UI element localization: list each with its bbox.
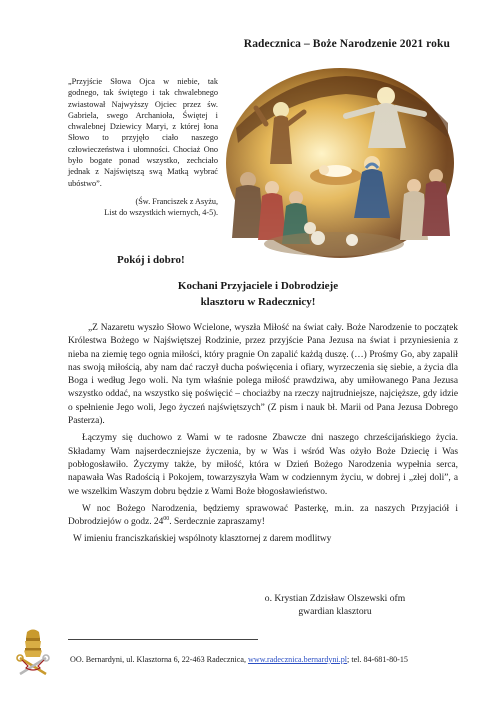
letter-body xyxy=(68,322,458,551)
footer-phone: ; tel. 84-681-80-15 xyxy=(347,655,408,664)
paragraph-2: Łączymy się duchowo z Wami w te radosne Zbawcze dni naszego chrześcijańskiego życia. Składamy Wam najserdeczniejsze życzenia, by w Was i wśród Was ożyło Boże Dziecię i Was pobłogosławiło. Życzymy także, by miłość, która w Dzień Bożego Narodzenia wypełnia serca, napawała Was Radością i Pokojem, towarzyszyła Wam w codziennym życiu, w dobrej i „złej doli”, a we wszelkim Waszym dobru będzie z Wami Boże błogosławieństwo. xyxy=(68,433,458,497)
signature-name: o. Krystian Zdzisław Olszewski ofm xyxy=(264,593,406,604)
salutation-line-1: Kochani Przyjaciele i Dobrodzieje xyxy=(177,280,339,292)
footer-address: OO. Bernardyni, ul. Klasztorna 6, 22-463 Radecznica, xyxy=(70,655,249,664)
paragraph-4: W imieniu franciszkańskiej wspólnoty klasztornej z darem modlitwy xyxy=(73,534,332,545)
greeting: Pokój i dobro! xyxy=(117,254,185,266)
paragraph-3 xyxy=(68,503,458,530)
time-superscript: 00 xyxy=(163,516,170,523)
papal-keys-emblem-icon xyxy=(14,628,52,676)
paragraph-1: „Z Nazaretu wyszło Słowo Wcielone, wyszła Miłość na świat cały. Boże Narodzenie to początek Królestwa Bożego w Najświętszej Rodzinie, przez przyjście Pana Jezusa na świat i przyniesienia z nieba na ziemię tego ognia miłości, który pragnie On zapalić każdą duszę. (…) Prośmy Go, aby zapalił nas swoją miłością, aby nam dać raczył ducha poświęcenia i ofiary, wyrzeczenia się siebie, a życia dla Boga i według Jego woli. Na tym właśnie polega miłość prawdziwa, aby umiłowanego Pana Jezusa wszystko oddać, na wszystko się poświęcić – chociażby na rzeczy najtrudniejsze, najcięższe, gdy idzie o spełnienie Jego woli, Jego życzeń najświętszych” (Z pism i nauk bł. Marii od Pana Jezusa Dobrego Pasterza). xyxy=(68,323,458,427)
footer-divider xyxy=(68,639,258,640)
nativity-painting xyxy=(226,68,454,258)
quote-source-author: (Św. Franciszek z Asyżu, xyxy=(135,197,218,206)
signature-role: gwardian klasztoru xyxy=(298,606,372,618)
opening-quote: „Przyjście Słowa Ojca w niebie, tak godnego, tak świętego i tak chwalebnego zwiastował Najwyższy Ojciec przez św. Gabriela, swego Archanioła, Świętej i chwalebnej Dziewicy Maryi, z której łona Słowo to przyjęło ciało naszego człowieczeństwa i ułomności. Chociaż Ono było bogate ponad wszystko, zechciało jednak z Najświętszą swą Matką wybrać ubóstwo”. xyxy=(68,77,218,188)
footer xyxy=(70,655,490,664)
salutation xyxy=(140,278,376,310)
salutation-line-2: klasztoru w Radecznicy! xyxy=(200,296,316,308)
paragraph-3-text: W noc Bożego Narodzenia, będziemy sprawować Pasterkę, m.in. za naszych Przyjaciół i Dobrodziejów o godz. 24 xyxy=(68,503,458,528)
quote-source-work: List do wszystkich wiernych, 4-5). xyxy=(104,208,218,218)
signature xyxy=(250,592,420,619)
quote-source xyxy=(68,196,218,219)
website-link[interactable]: www.radecznica.bernardyni.pl xyxy=(248,655,348,664)
paragraph-3-ending: . Serdecznie zapraszamy! xyxy=(169,517,265,528)
page-title: Radecznica – Boże Narodzenie 2021 roku xyxy=(243,38,450,50)
